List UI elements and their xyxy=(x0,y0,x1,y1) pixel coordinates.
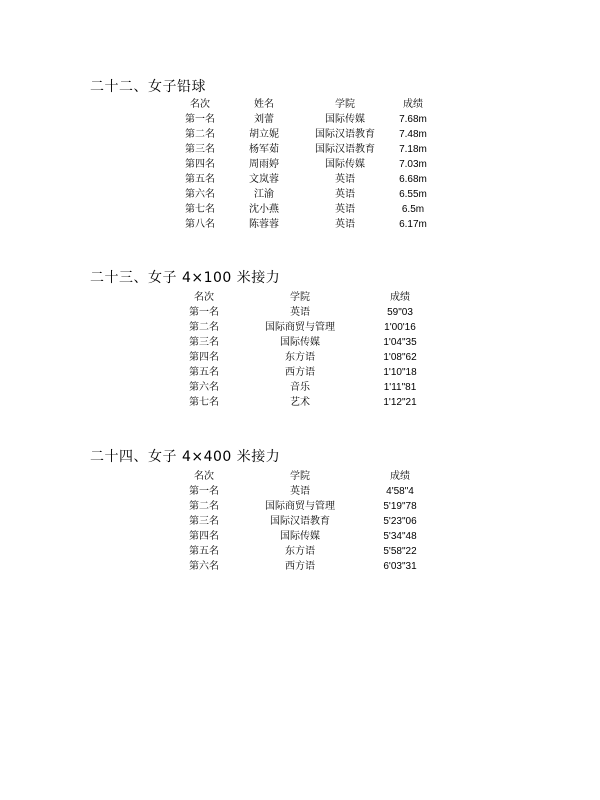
college-cell: 国际汉语教育 xyxy=(315,129,375,140)
college-cell: 西方语 xyxy=(285,367,315,378)
results-table xyxy=(174,97,438,232)
college-cell: 国际汉语教育 xyxy=(315,144,375,155)
name-cell: 周雨婷 xyxy=(249,159,279,170)
result-cell: 7.68m xyxy=(399,114,427,125)
college-cell: 西方语 xyxy=(285,561,315,572)
college-cell: 艺术 xyxy=(290,397,310,408)
header-college: 学院 xyxy=(335,99,355,110)
table-row xyxy=(174,142,438,157)
rank-cell: 第五名 xyxy=(189,546,219,557)
result-cell: 5'19"78 xyxy=(383,501,417,512)
result-cell: 1'04"35 xyxy=(383,337,417,348)
table-row xyxy=(176,484,432,499)
header-result: 成绩 xyxy=(403,99,423,110)
rank-cell: 第二名 xyxy=(189,501,219,512)
header-name: 姓名 xyxy=(254,99,274,110)
rank-cell: 第二名 xyxy=(189,322,219,333)
rank-cell: 第三名 xyxy=(189,516,219,527)
rank-cell: 第一名 xyxy=(185,114,215,125)
rank-cell: 第一名 xyxy=(189,307,219,318)
college-cell: 国际商贸与管理 xyxy=(265,322,335,333)
college-cell: 英语 xyxy=(335,189,355,200)
result-cell: 6.55m xyxy=(399,189,427,200)
table-row xyxy=(176,559,432,574)
result-cell: 1'12"21 xyxy=(383,397,417,408)
result-cell: 5'58"22 xyxy=(383,546,417,557)
table-row xyxy=(176,305,432,320)
header-college: 学院 xyxy=(290,471,310,482)
result-cell: 1'10"18 xyxy=(383,367,417,378)
rank-cell: 第三名 xyxy=(185,144,215,155)
result-cell: 7.03m xyxy=(399,159,427,170)
name-cell: 杨军茹 xyxy=(249,144,279,155)
table-row xyxy=(176,529,432,544)
table-row xyxy=(174,112,438,127)
header-rank: 名次 xyxy=(190,99,210,110)
result-cell: 6.5m xyxy=(401,204,425,215)
header-rank: 名次 xyxy=(194,292,214,303)
college-cell: 东方语 xyxy=(285,546,315,557)
name-cell: 文岚蓉 xyxy=(249,174,279,185)
rank-cell: 第二名 xyxy=(185,129,215,140)
table-header-row xyxy=(176,469,432,484)
college-cell: 音乐 xyxy=(290,382,310,393)
college-cell: 国际传媒 xyxy=(325,114,365,125)
result-cell: 6.68m xyxy=(399,174,427,185)
header-result: 成绩 xyxy=(390,292,410,303)
college-cell: 英语 xyxy=(290,307,310,318)
college-cell: 国际传媒 xyxy=(280,337,320,348)
results-table xyxy=(176,469,432,574)
rank-cell: 第五名 xyxy=(189,367,219,378)
rank-cell: 第八名 xyxy=(185,219,215,230)
rank-cell: 第四名 xyxy=(185,159,215,170)
rank-cell: 第七名 xyxy=(189,397,219,408)
header-college: 学院 xyxy=(290,292,310,303)
table-row xyxy=(174,202,438,217)
results-table xyxy=(176,290,432,410)
result-cell: 4'58"4 xyxy=(386,486,414,497)
rank-cell: 第四名 xyxy=(189,352,219,363)
section-title: 二十四、女子 4×400 米接力 xyxy=(90,449,281,465)
header-rank: 名次 xyxy=(194,471,214,482)
rank-cell: 第六名 xyxy=(185,189,215,200)
header-result: 成绩 xyxy=(390,471,410,482)
result-cell: 59"03 xyxy=(387,307,413,318)
table-row xyxy=(176,380,432,395)
rank-cell: 第三名 xyxy=(189,337,219,348)
name-cell: 沈小燕 xyxy=(249,204,279,215)
college-cell: 英语 xyxy=(335,219,355,230)
result-cell: 5'23"06 xyxy=(383,516,417,527)
college-cell: 英语 xyxy=(335,204,355,215)
rank-cell: 第五名 xyxy=(185,174,215,185)
college-cell: 国际商贸与管理 xyxy=(265,501,335,512)
college-cell: 英语 xyxy=(290,486,310,497)
table-row xyxy=(174,187,438,202)
college-cell: 东方语 xyxy=(285,352,315,363)
college-cell: 英语 xyxy=(335,174,355,185)
table-header-row xyxy=(174,97,438,112)
table-row xyxy=(176,514,432,529)
table-row xyxy=(176,544,432,559)
table-row xyxy=(174,127,438,142)
table-row xyxy=(176,365,432,380)
result-cell: 5'34"48 xyxy=(383,531,417,542)
table-row xyxy=(174,157,438,172)
rank-cell: 第七名 xyxy=(185,204,215,215)
table-row xyxy=(176,320,432,335)
result-cell: 1'08"62 xyxy=(383,352,417,363)
college-cell: 国际传媒 xyxy=(280,531,320,542)
table-row xyxy=(176,350,432,365)
result-cell: 7.18m xyxy=(399,144,427,155)
rank-cell: 第四名 xyxy=(189,531,219,542)
table-row xyxy=(174,172,438,187)
name-cell: 胡立妮 xyxy=(249,129,279,140)
name-cell: 陈蓉蓉 xyxy=(249,219,279,230)
result-cell: 6'03"31 xyxy=(383,561,417,572)
table-row xyxy=(176,395,432,410)
result-cell: 6.17m xyxy=(399,219,427,230)
section-title: 二十二、女子铅球 xyxy=(90,79,206,95)
result-cell: 1'11"81 xyxy=(383,382,417,393)
college-cell: 国际汉语教育 xyxy=(270,516,330,527)
table-row xyxy=(176,335,432,350)
result-cell: 7.48m xyxy=(399,129,427,140)
table-header-row xyxy=(176,290,432,305)
result-cell: 1'00'16 xyxy=(384,322,416,333)
rank-cell: 第一名 xyxy=(189,486,219,497)
rank-cell: 第六名 xyxy=(189,561,219,572)
college-cell: 国际传媒 xyxy=(325,159,365,170)
name-cell: 刘蕾 xyxy=(254,114,274,125)
name-cell: 江渝 xyxy=(254,189,274,200)
table-row xyxy=(174,217,438,232)
table-row xyxy=(176,499,432,514)
rank-cell: 第六名 xyxy=(189,382,219,393)
section-title: 二十三、女子 4×100 米接力 xyxy=(90,270,281,286)
